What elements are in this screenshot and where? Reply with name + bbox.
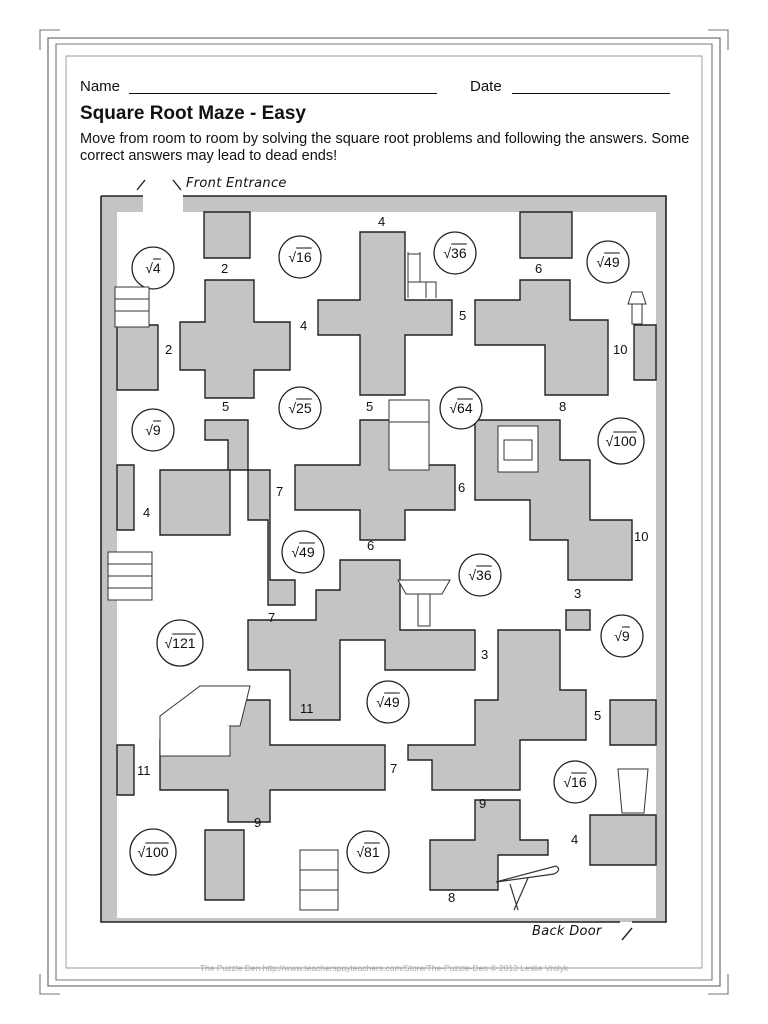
name-label: Name (80, 78, 121, 95)
door-number: 5 (459, 308, 467, 323)
door-number: 11 (137, 763, 151, 778)
sqrt-expression: √9 (614, 628, 630, 644)
sqrt-expression: √49 (291, 544, 315, 560)
sqrt-expression: √81 (356, 844, 380, 860)
sqrt-problem (132, 409, 174, 451)
instructions-text: Move from room to room by solving the square root problems and following the answers. Some correct answers may lead to dead ends! (80, 131, 690, 164)
sqrt-problem (130, 829, 176, 875)
chair-icon (408, 252, 436, 298)
door-number: 5 (366, 399, 374, 414)
door-number: 7 (276, 484, 284, 499)
door-number: 2 (221, 261, 229, 276)
sink-icon (398, 580, 450, 626)
door-number: 8 (559, 399, 567, 414)
sqrt-expression: √64 (449, 400, 473, 416)
sqrt-expression: √100 (605, 433, 637, 449)
sqrt-problem (279, 387, 321, 429)
door-number: 4 (143, 505, 151, 520)
sqrt-problem (598, 418, 644, 464)
stove-icon (498, 426, 538, 472)
sqrt-expression: √4 (145, 260, 161, 276)
trash-can-icon (618, 769, 648, 813)
gray-wall-blocks (101, 196, 666, 922)
door-number: 7 (390, 761, 398, 776)
door-number: 4 (571, 832, 579, 847)
sqrt-problem (282, 531, 324, 573)
door-number: 8 (448, 890, 456, 905)
back-door-label: Back Door (532, 924, 602, 939)
door-number: 7 (268, 610, 276, 625)
sqrt-problem (601, 615, 643, 657)
sqrt-expression: √16 (288, 249, 312, 265)
door-number: 6 (458, 480, 466, 495)
refrigerator-icon (389, 400, 429, 470)
sqrt-problem (157, 620, 203, 666)
sqrt-problem (347, 831, 389, 873)
sqrt-expression: √49 (376, 694, 400, 710)
sqrt-problem (554, 761, 596, 803)
door-number: 5 (222, 399, 230, 414)
door-number: 5 (594, 708, 602, 723)
date-label: Date (470, 78, 502, 95)
sqrt-problem (459, 554, 501, 596)
door-number: 10 (613, 342, 628, 357)
door-number: 9 (479, 796, 487, 811)
sqrt-problem (367, 681, 409, 723)
ironing-board-icon (496, 866, 559, 910)
dresser-icon (108, 552, 152, 600)
door-number: 3 (574, 586, 582, 601)
door-number: 4 (378, 214, 386, 229)
sqrt-problem (440, 387, 482, 429)
sqrt-expression: √36 (443, 245, 467, 261)
door-number: 3 (481, 647, 489, 662)
page-title: Square Root Maze - Easy (80, 103, 306, 124)
sqrt-problem (434, 232, 476, 274)
door-number: 4 (300, 318, 308, 333)
sqrt-expression: √121 (164, 635, 196, 651)
door-number: 2 (165, 342, 173, 357)
sqrt-expression: √36 (468, 567, 492, 583)
sqrt-expression: √16 (563, 774, 587, 790)
door-number: 10 (634, 529, 649, 544)
lamp-icon (628, 292, 646, 324)
door-number: 6 (535, 261, 543, 276)
front-entrance-label: Front Entrance (186, 176, 287, 191)
dresser-icon (115, 287, 149, 327)
sqrt-expression: √49 (596, 254, 620, 270)
sqrt-expression: √9 (145, 422, 161, 438)
door-number: 6 (367, 538, 375, 553)
sqrt-expression: √100 (137, 844, 169, 860)
door-number: 11 (300, 701, 314, 716)
shelf-icon (300, 850, 338, 910)
door-number: 9 (254, 815, 262, 830)
sqrt-problem (279, 236, 321, 278)
footer-credit: The Puzzle Den http://www.teacherspayteachers.com/Store/The-Puzzle-Den © 2013 Leslie Vrolyk (199, 963, 569, 973)
sqrt-problem (132, 247, 174, 289)
sqrt-problem (587, 241, 629, 283)
sqrt-expression: √25 (288, 400, 312, 416)
